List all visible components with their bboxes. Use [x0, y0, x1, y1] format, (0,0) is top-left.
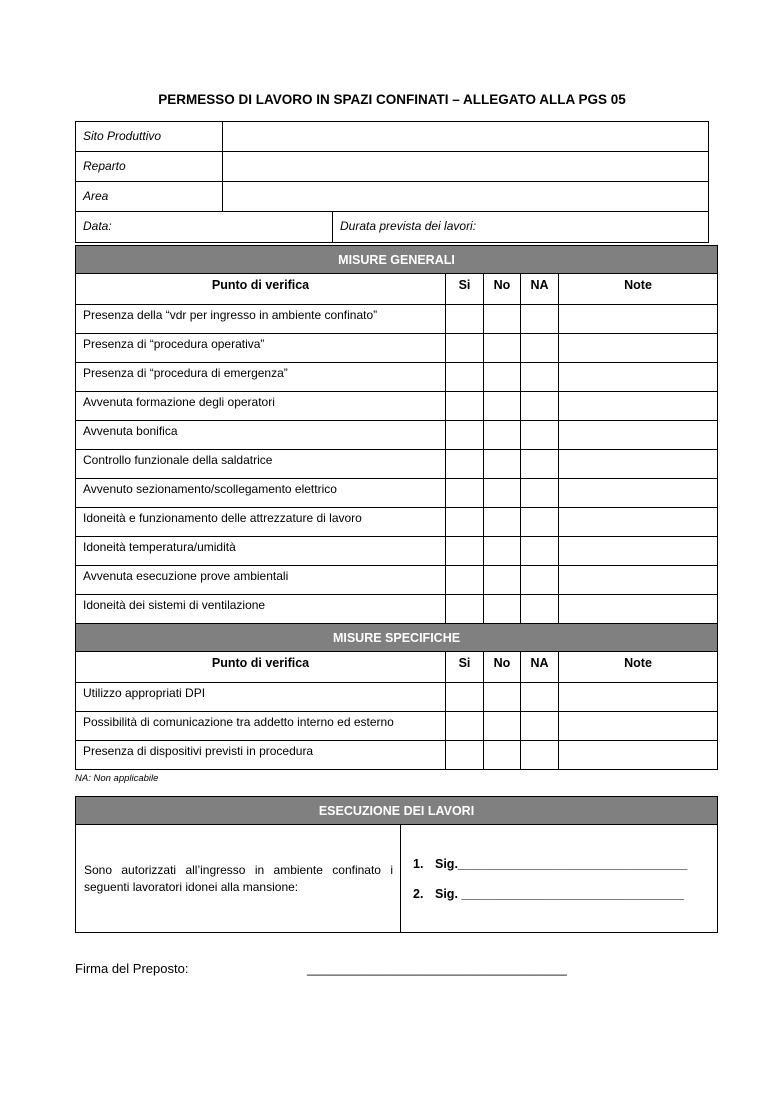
na-cell[interactable]: [521, 363, 559, 392]
col-header-si: Si: [446, 274, 484, 305]
note-cell[interactable]: [559, 450, 718, 479]
note-cell[interactable]: [559, 421, 718, 450]
si-cell[interactable]: [446, 595, 484, 624]
note-cell[interactable]: [559, 683, 718, 712]
area-label: Area: [76, 182, 223, 212]
no-cell[interactable]: [484, 712, 521, 741]
no-cell[interactable]: [484, 566, 521, 595]
table-row: [76, 479, 718, 508]
si-cell[interactable]: [446, 450, 484, 479]
note-cell[interactable]: [559, 363, 718, 392]
col-header-na: NA: [521, 274, 559, 305]
note-cell[interactable]: [559, 392, 718, 421]
table-row: [76, 421, 718, 450]
table-row: [76, 566, 718, 595]
table-row: [76, 392, 718, 421]
no-cell[interactable]: [484, 450, 521, 479]
checkpoint-label: Idoneità e funzionamento delle attrezzature di lavoro: [76, 508, 446, 537]
na-cell[interactable]: [521, 508, 559, 537]
site-value-field[interactable]: [223, 122, 709, 152]
si-cell[interactable]: [446, 421, 484, 450]
na-cell[interactable]: [521, 537, 559, 566]
col-header-no: No: [484, 274, 521, 305]
column-header-row: [76, 652, 718, 683]
na-cell[interactable]: [521, 450, 559, 479]
na-cell[interactable]: [521, 683, 559, 712]
signature-line[interactable]: ___________________________________: [307, 961, 568, 976]
checkpoint-label: Presenza di “procedura di emergenza”: [76, 363, 446, 392]
department-label: Reparto: [76, 152, 223, 182]
checkpoint-label: Controllo funzionale della saldatrice: [76, 450, 446, 479]
table-row: [76, 334, 718, 363]
signature-label: Firma del Preposto:: [75, 961, 189, 976]
si-cell[interactable]: [446, 479, 484, 508]
section-title: MISURE SPECIFICHE: [76, 624, 718, 652]
si-cell[interactable]: [446, 305, 484, 334]
na-cell[interactable]: [521, 334, 559, 363]
worker-line-1[interactable]: [413, 857, 707, 871]
table-row: [76, 712, 718, 741]
note-cell[interactable]: [559, 479, 718, 508]
section-header-misure-generali: [76, 246, 718, 274]
checklist-table: [75, 245, 718, 770]
table-row: [76, 683, 718, 712]
col-header-si: Si: [446, 652, 484, 683]
page-title: PERMESSO DI LAVORO IN SPAZI CONFINATI – ALLEGATO ALLA PGS 05: [158, 92, 626, 107]
col-header-note: Note: [559, 274, 718, 305]
si-cell[interactable]: [446, 334, 484, 363]
na-cell[interactable]: [521, 421, 559, 450]
area-value-field[interactable]: [223, 182, 709, 212]
table-row: [76, 182, 709, 212]
table-row: [76, 825, 718, 933]
no-cell[interactable]: [484, 508, 521, 537]
checkpoint-label: Avvenuta bonifica: [76, 421, 446, 450]
table-row: [76, 450, 718, 479]
si-cell[interactable]: [446, 566, 484, 595]
execution-table: [75, 796, 718, 933]
na-cell[interactable]: [521, 479, 559, 508]
si-cell[interactable]: [446, 363, 484, 392]
col-header-na: NA: [521, 652, 559, 683]
note-cell[interactable]: [559, 334, 718, 363]
no-cell[interactable]: [484, 421, 521, 450]
no-cell[interactable]: [484, 595, 521, 624]
checkpoint-label: Avvenuto sezionamento/scollegamento elettrico: [76, 479, 446, 508]
table-row: [76, 305, 718, 334]
col-header-punto-di-verifica: Punto di verifica: [76, 274, 446, 305]
site-label: Sito Produttivo: [76, 122, 223, 152]
checkpoint-label: Presenza della “vdr per ingresso in ambiente confinato”: [76, 305, 446, 334]
note-cell[interactable]: [559, 566, 718, 595]
si-cell[interactable]: [446, 683, 484, 712]
si-cell[interactable]: [446, 712, 484, 741]
table-row: [76, 363, 718, 392]
note-cell[interactable]: [559, 595, 718, 624]
worker-sig-label: Sig.: [435, 856, 458, 871]
note-cell[interactable]: [559, 537, 718, 566]
section-title: MISURE GENERALI: [76, 246, 718, 274]
no-cell[interactable]: [484, 305, 521, 334]
no-cell[interactable]: [484, 334, 521, 363]
note-cell[interactable]: [559, 508, 718, 537]
na-cell[interactable]: [521, 712, 559, 741]
si-cell[interactable]: [446, 537, 484, 566]
no-cell[interactable]: [484, 537, 521, 566]
col-header-punto-di-verifica: Punto di verifica: [76, 652, 446, 683]
no-cell[interactable]: [484, 741, 521, 770]
table-row: [76, 508, 718, 537]
workers-list: [401, 825, 718, 933]
col-header-no: No: [484, 652, 521, 683]
note-cell[interactable]: [559, 712, 718, 741]
worker-sig-line[interactable]: _________________________________: [457, 856, 688, 871]
checkpoint-label: Presenza di dispositivi previsti in procedura: [76, 741, 446, 770]
section-header-misure-specifiche: [76, 624, 718, 652]
table-row: [76, 741, 718, 770]
worker-number: 1.: [413, 856, 424, 871]
authorization-text: Sono autorizzati all’ingresso in ambiente confinato i seguenti lavoratori idonei alla mansione:: [76, 825, 401, 933]
supervisor-signature-row: [75, 961, 784, 976]
table-row: [76, 595, 718, 624]
no-cell[interactable]: [484, 392, 521, 421]
worker-number: 2.: [413, 886, 424, 901]
na-cell[interactable]: [521, 305, 559, 334]
checkpoint-label: Idoneità temperatura/umidità: [76, 537, 446, 566]
table-row: [76, 537, 718, 566]
table-row: [76, 152, 709, 182]
table-row: [76, 212, 709, 243]
checkpoint-label: Utilizzo appropriati DPI: [76, 683, 446, 712]
worker-sig-label: Sig.: [435, 886, 458, 901]
column-header-row: [76, 274, 718, 305]
col-header-note: Note: [559, 652, 718, 683]
checkpoint-label: Avvenuta formazione degli operatori: [76, 392, 446, 421]
note-cell[interactable]: [559, 305, 718, 334]
info-table: [75, 121, 709, 243]
worker-sig-line[interactable]: ________________________________: [457, 886, 684, 901]
na-cell[interactable]: [521, 566, 559, 595]
na-footnote: NA: Non applicabile: [75, 773, 159, 784]
na-cell[interactable]: [521, 741, 559, 770]
department-value-field[interactable]: [223, 152, 709, 182]
date-field[interactable]: Data:: [76, 212, 333, 243]
no-cell[interactable]: [484, 683, 521, 712]
checkpoint-label: Possibilità di comunicazione tra addetto interno ed esterno: [76, 712, 446, 741]
si-cell[interactable]: [446, 392, 484, 421]
checkpoint-label: Idoneità dei sistemi di ventilazione: [76, 595, 446, 624]
section-title: ESECUZIONE DEI LAVORI: [76, 797, 718, 825]
note-cell[interactable]: [559, 741, 718, 770]
table-row: [76, 122, 709, 152]
checkpoint-label: Avvenuta esecuzione prove ambientali: [76, 566, 446, 595]
no-cell[interactable]: [484, 479, 521, 508]
checkpoint-label: Presenza di “procedura operativa”: [76, 334, 446, 363]
section-header-esecuzione: [76, 797, 718, 825]
na-cell[interactable]: [521, 595, 559, 624]
no-cell[interactable]: [484, 363, 521, 392]
duration-field[interactable]: Durata prevista dei lavori:: [333, 212, 709, 243]
worker-line-2[interactable]: [413, 887, 707, 901]
na-cell[interactable]: [521, 392, 559, 421]
si-cell[interactable]: [446, 741, 484, 770]
si-cell[interactable]: [446, 508, 484, 537]
